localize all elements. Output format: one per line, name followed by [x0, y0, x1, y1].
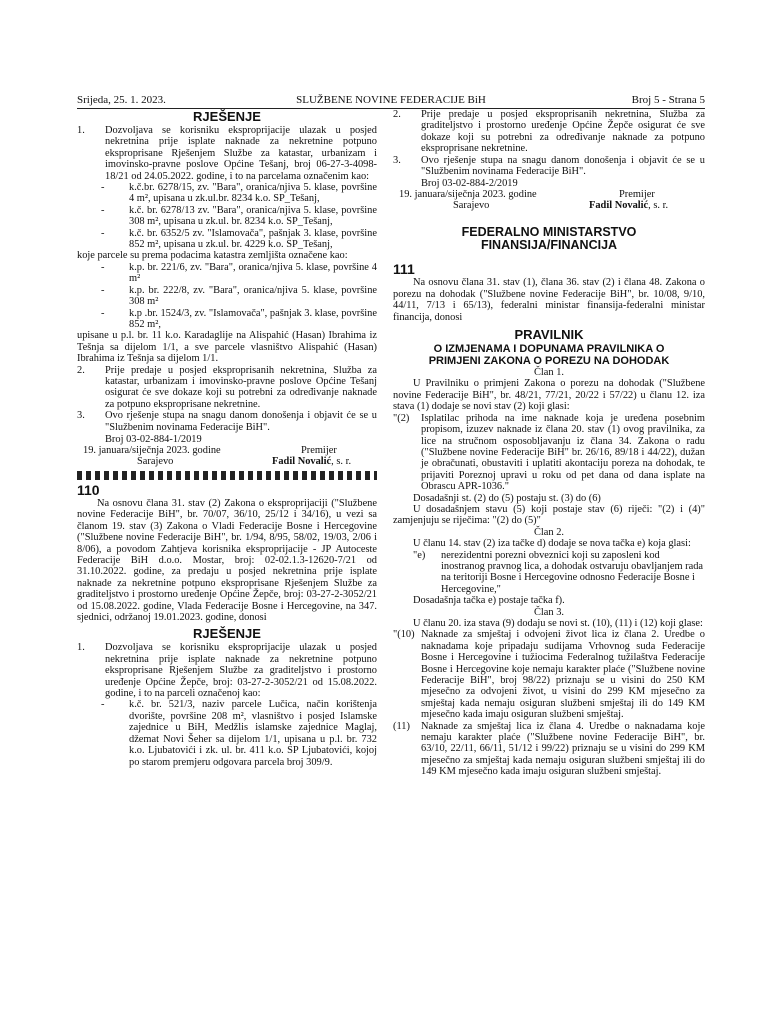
signature-role: Premijer — [619, 189, 655, 201]
numbered-item-text: Dozvoljava se korisniku eksproprijacije ulazak u posjed nekretnina prije isplate naknade za nekretnine potpuno eksproprisane Rješenjem Službe za katastar, urbanizam i imovinsko-pravne poslove Općine Tešanj, broj 06-27-3-4098-18/21 od 24.05.2022. godine, i to na parcelama označenim kao: — [105, 125, 377, 182]
page-header — [77, 93, 705, 107]
rulebook-subtitle-2: PRIMJENI ZAKONA O POREZU NA DOHODAK — [428, 355, 670, 368]
numbered-item-marker: 2. — [393, 109, 401, 120]
paragraph-item-text: Naknade za smještaj lica iz člana 4. Uredbe o naknadama koje nemaju karakter plaće ("Službene novine Federacije BiH", br. 63/10, 22/11, 66/11, 51/12 i 99/22) priznaju se u visini do 299 KM mjesečno za smještaj kada nemaju osiguran službeni smještaj ili do 149 KM mjesečno kada imaju osiguran službeni smještaj. — [421, 720, 705, 778]
paragraph-item-text: Naknade za smještaj i odvojeni život lica iz člana 2. Uredbe o naknadama koje pripadaju sudijama Vrhovnog suda Federacije Bosne i Hercegovine i tužiocima Federalnog tužilaštva Federacije Bosne i Hercegovine koje nemaju karakter plaće ("Službene novine Federacije BiH", broj 98/22) priznaju se u visini do 250 KM mjesečno za odvojeni život, u visini do 299 KM mjesečno za smještaj kada nemaju osiguran službeni smještaj ili do 149 KM mjesečno kada imaju osiguran službeni smještaj. — [421, 629, 705, 721]
parcel-item-text: k.p. br. 222/8, zv. "Bara", oranica/njiva 5. klase, površine 308 m² — [129, 284, 377, 308]
parcel-item-marker: - — [101, 182, 105, 194]
article-2-heading: Član 2. — [533, 526, 564, 538]
numbered-item-text: Dozvoljava se korisniku eksproprijacije ulazak u posjed nekretnina prije isplate naknade za nekretnine potpuno eksproprisane Rješenjem Službe za graditeljstvo i prostorno uređenje Općine Žepče, broj: 03-27-2-3052/21 od 15.08.2022. godine, i to na parceli označenoj kao: — [105, 642, 377, 700]
article-2-after: Dosadašnja tačka e) postaje tačka f). — [413, 595, 565, 607]
numbered-item — [393, 109, 705, 155]
parcel-item-text: k.č. br. 6278/13 zv. "Bara", oranica/njiva 5. klase, površine 308 m², upisana u zk.ul. br. 8234 k.o. SP_Tešanj, — [129, 204, 377, 228]
parcel-item — [77, 285, 377, 308]
numbered-item-text: Ovo rješenje stupa na snagu danom donošenja i objavit će se u "Službenim novinama Federacije BiH". — [421, 154, 705, 178]
numbered-item — [77, 125, 377, 182]
parcel-item-marker: - — [101, 204, 105, 216]
parcel-item — [77, 182, 377, 205]
numbered-item-text: Ovo rješenje stupa na snagu danom donošenja i objavit će se u "Službenim novinama Federacije BiH". — [105, 410, 377, 433]
paragraph-item — [393, 721, 705, 778]
article-1-after-1: Dosadašnji st. (2) do (5) postaju st. (3) do (6) — [413, 492, 601, 504]
act-number-110: 110 — [77, 481, 100, 498]
signature-place: Sarajevo — [137, 455, 174, 467]
issue-date: Srijeda, 25. 1. 2023. — [77, 94, 166, 106]
article-2-text: U članu 14. stav (2) iza tačke d) dodaje se nova tačka e) koja glasi: — [413, 538, 691, 550]
numbered-item — [77, 642, 377, 699]
parcel-item-text: k.č.br. 6278/15, zv. "Bara", oranica/njiva 5. klase, površine 4 m², upisana u zk.ul.br. 8234 k.o. SP_Tešanj, — [129, 182, 377, 205]
decision-1-mid-text: koje parcele su prema podacima katastra zemljišta označene kao: — [77, 250, 348, 262]
signature-broj: Broj 03-02-884-2/2019 — [421, 178, 518, 190]
decision-1-items — [77, 125, 377, 182]
parcel-item-marker: - — [101, 261, 105, 273]
numbered-item-marker: 2. — [77, 364, 85, 376]
article-1-heading: Član 1. — [533, 367, 564, 379]
right-column — [393, 109, 705, 778]
paragraph-item-marker: (11) — [393, 720, 410, 732]
paragraph-item-marker: "(10) — [393, 629, 415, 641]
numbered-item-marker: 1. — [77, 642, 85, 654]
parcel-item-marker: - — [101, 307, 105, 319]
numbered-item — [77, 410, 377, 433]
decision-1-items-2 — [77, 365, 377, 433]
parcel-item — [77, 228, 377, 251]
numbered-item-text: Prije predaje u posjed eksproprisanih nekretnina, Služba za graditeljstvo i prostorno uređenje Općine Žepče osigurat će sve dokaze koji su potrebni za određivanje naknade za potpuno eksproprisane nekretnine. — [421, 109, 705, 155]
signature-block-2 — [393, 178, 705, 212]
parcel-item-text: k.p. br. 221/6, zv. "Bara", oranica/njiva 5. klase, površine 4 m² — [129, 261, 377, 285]
parcel-item-text: k.č. br. 521/3, naziv parcele Lučica, način korištenja dvorište, površine 208 m², vlasništvo i posjed Islamske zajednice u BiH, Medžlis islamske zajednice Maglaj, džemat Novi Šeher sa dijelom 1/1, upisana u p.l. br. 732 k.o. Ljubatovići i zk. ul. br. 411 k.o. SP Ljubatovići, kojoj po starom premjeru odgovara parcela broj 309/9. — [129, 699, 377, 768]
signature-broj: Broj 03-02-884-1/2019 — [105, 433, 202, 445]
ministry-line-1: FEDERALNO MINISTARSTVO — [461, 225, 637, 240]
section-separator — [77, 471, 377, 480]
parcel-item-text: k.p .br. 1524/3, zv. "Islamovača", pašnjak 3. klase, površine 852 m², — [129, 307, 377, 330]
article-3-text: U članu 20. iza stava (9) dodaju se novi st. (10), (11) i (12) koji glase: — [413, 618, 703, 629]
decision-2-items — [77, 642, 377, 699]
ministry-line-2: FINANSIJA/FINANCIJA — [480, 237, 618, 252]
article-1-after-2: U dosadašnjem stavu (5) koji postaje stav (6) riječi: "(2) i (4)" zamjenjuju se riječima: "(2) do (5)" — [393, 503, 705, 527]
publication-name: SLUŽBENE NOVINE FEDERACIJE BiH — [296, 94, 486, 106]
act-110-preamble: Na osnovu člana 31. stav (2) Zakona o eksproprijaciji ("Službene novine Federacije BiH", br. 70/07, 36/10, 25/12 i 34/16), u vezi sa članom 19. stav (3) Zakona o Vladi Federacije Bosne i Hercegovine ("Službene novine Federacije BiH", br. 1/94, 8/95, 58/02, 19/03, 2/06 i 8/06), a povodom Zahtjeva korisnika eksproprijacije - JP Autoceste Federacije BiH d.o.o. Mostar, broj: 02-02.1.3-12620-7/21 od 31.10.2022. godine, za predaju u posjed nekretnina prije isplate naknade za nekretnine potpuno eksproprisane Rješenjem Službe za graditeljstvo i prostorno uređenje Općine Žepče, broj: 03-27-2-3052/21 od 15.08.2022. godine, Vlada Federacije Bosne i Hercegovine, na 347. sjednici, održanoj 19.01.2023. godine, donosi — [77, 497, 377, 624]
article-3-heading: Član 3. — [533, 606, 564, 618]
parcel-item-marker: - — [101, 284, 105, 296]
decision-1-parcels-b — [77, 262, 377, 330]
signature-role: Premijer — [301, 444, 337, 456]
decision-1-owner-text: upisane u p.l. br. 11 k.o. Karadaglije na Alispahić (Hasan) Ibrahima iz Tešnja sa dijelom 1/1, a sve parcele vlasništvo Alispahić (Hasan) Ibrahima iz Tešnja sa dijelom 1/1. — [77, 330, 377, 365]
paragraph-item — [393, 629, 705, 720]
numbered-item — [77, 365, 377, 411]
article-2-quoted-item: "e) nerezidentni porezni obveznici koji su zaposleni kod inostranog pravnog lica, a dohodak ostvaruju obavljanjem rada na teritoriji Bosne i Hercegovine odnosno Federacije Bosne i Hercegovine," — [413, 549, 703, 595]
article-1-quoted-paragraph: "(2) Isplatilac prihoda na ime naknade koja je uređena posebnim propisom, izuzev naknade iz člana 20. stav (1) ovog pravilnika, za lice na stručnom osposobljavanju iz člana 34. Zakona o radu ("Službene novine Federacije BiH" br. 26/16, 89/18 i 44/22), dužan je obračunati, obustaviti i uplatiti akontaciju poreza na dohodak, te prijaviti Poreznoj upravi u roku od pet dana od dana isplate na Obrascu APR-1036." — [393, 412, 705, 493]
act-111-preamble: Na osnovu člana 31. stav (1), člana 36. stav (2) i člana 48. Zakona o porezu na dohodak ("Službene novine Federacije BiH", br. 10/08, 9/10, 44/11, 7/13 i 65/13), federalni ministar finansija-federalni ministar financija, donosi — [393, 277, 705, 323]
parcel-item — [77, 699, 377, 767]
numbered-item-marker: 1. — [77, 125, 85, 136]
rulebook-title: PRAVILNIK — [514, 327, 584, 343]
decision-2-items-continued — [393, 109, 705, 177]
signature-block-1 — [77, 434, 377, 468]
act-number-111: 111 — [393, 261, 415, 278]
signature-date: 19. januara/siječnja 2023. godine — [83, 444, 221, 456]
parcel-item — [77, 205, 377, 228]
numbered-item-marker: 3. — [77, 410, 85, 422]
article-1-text: U Pravilniku o primjeni Zakona o porezu na dohodak ("Službene novine Federacije BiH", br. 48/21, 77/21, 20/22 i 57/22) u članu 12. iza stava (1) dodaje se novi stav (2) koji glasi: — [393, 378, 705, 413]
ministry-heading — [393, 226, 705, 251]
parcel-item-marker: - — [101, 227, 105, 239]
decision-1-parcels-a — [77, 182, 377, 250]
numbered-item — [393, 155, 705, 178]
signature-name: Fadil Novalić, s. r. — [589, 200, 669, 212]
decision-2-parcels — [77, 699, 377, 767]
issue-page-number: Broj 5 - Strana 5 — [631, 94, 705, 106]
parcel-item — [77, 262, 377, 285]
parcel-item — [77, 308, 377, 331]
rulebook-subtitle-1: O IZMJENAMA I DOPUNAMA PRAVILNIKA O — [433, 343, 665, 356]
signature-place: Sarajevo — [453, 200, 490, 212]
left-column — [77, 109, 377, 768]
decision-title-1: RJEŠENJE — [193, 109, 261, 124]
numbered-item-marker: 3. — [393, 154, 401, 166]
parcel-item-text: k.č. br. 6352/5 zv. "Islamovača", pašnjak 3. klase, površine 852 m², upisana u zk.ul. br. 4229 k.o. SP_Tešanj, — [129, 227, 377, 251]
numbered-item-text: Prije predaje u posjed eksproprisanih nekretnina, Služba za katastar, urbanizam i imovinsko-pravne poslove Općine Tešanj osigurat će sve dokaze koji su potrebni za određivanje naknade za potpuno eksproprisane nekretnine. — [105, 364, 377, 410]
article-3-items — [393, 629, 705, 777]
decision-title-2: RJEŠENJE — [193, 626, 261, 642]
parcel-item-marker: - — [101, 699, 105, 711]
signature-name: Fadil Novalić, s. r. — [272, 455, 352, 467]
signature-date: 19. januara/siječnja 2023. godine — [399, 189, 537, 201]
